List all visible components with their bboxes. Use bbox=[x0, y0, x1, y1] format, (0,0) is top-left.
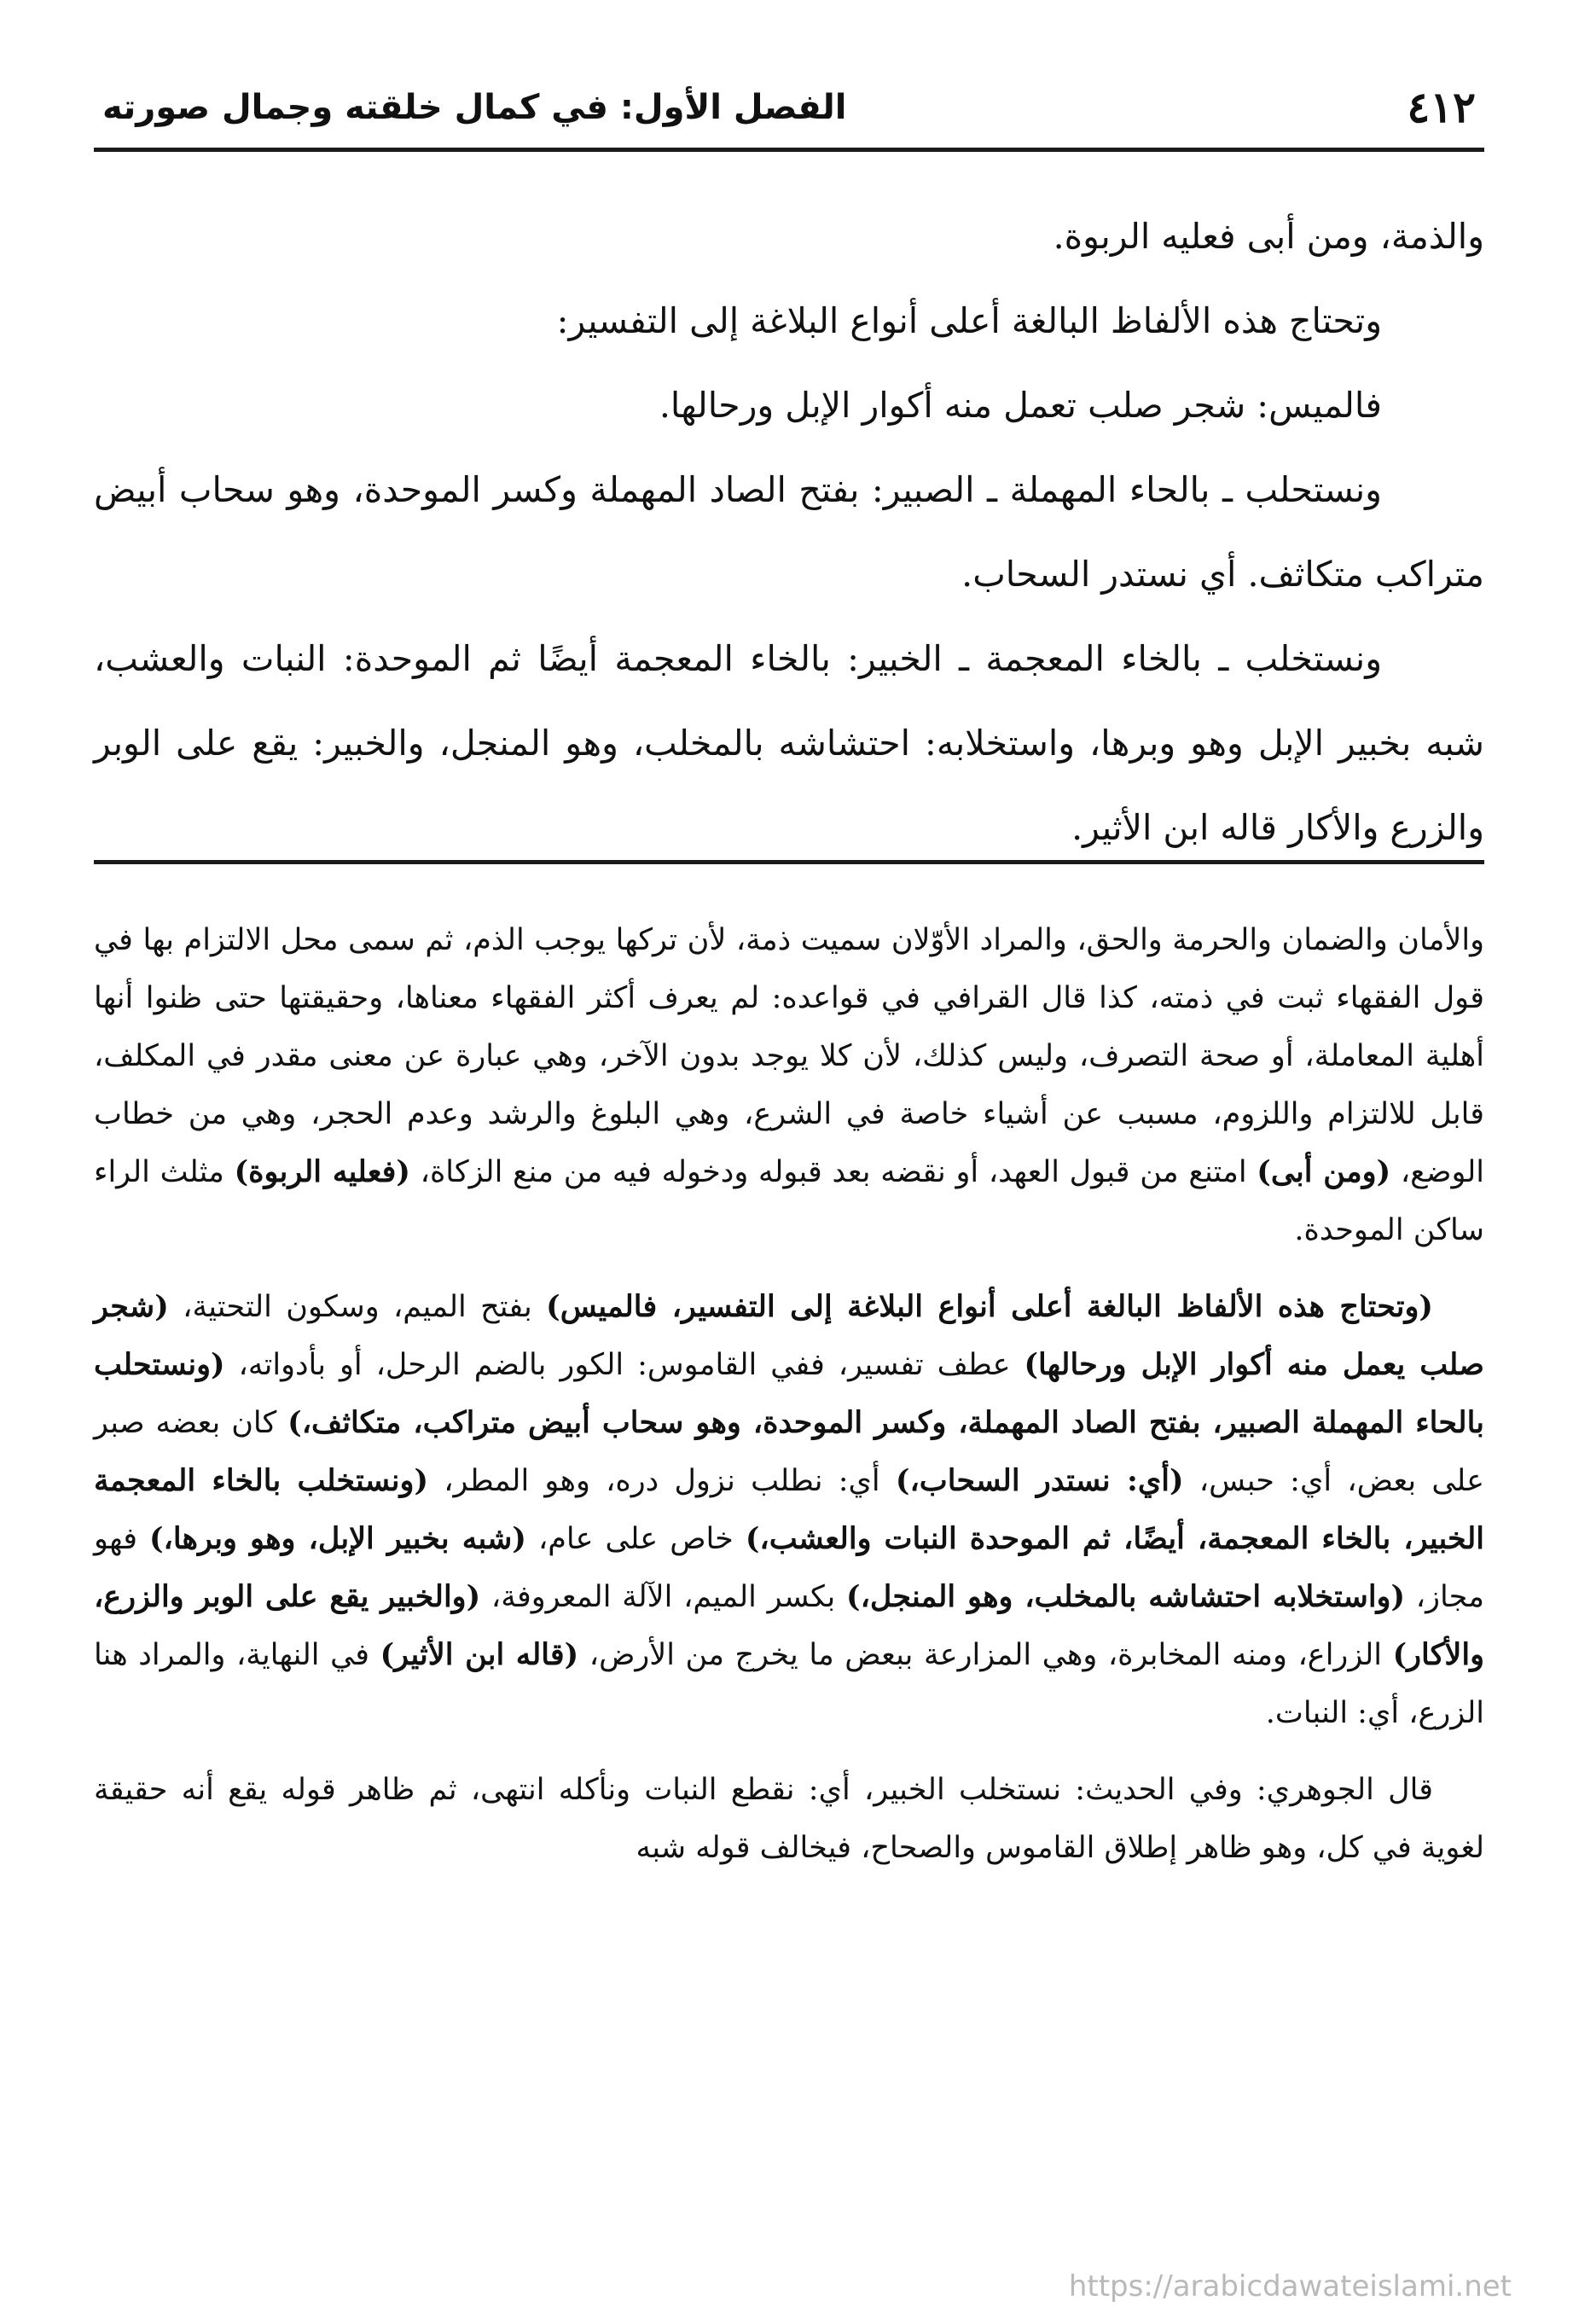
commentary-text-span: أي: نطلب نزول دره، وهو المطر، bbox=[428, 1464, 896, 1498]
commentary-text-span: في النهاية، والمراد هنا الزرع، أي: النبات. bbox=[94, 1638, 1484, 1730]
commentary-text-span: بفتح الميم، وسكون التحتية، bbox=[168, 1290, 547, 1324]
main-text bbox=[94, 195, 1484, 870]
quoted-phrase: (قاله ابن الأثير) bbox=[380, 1637, 579, 1672]
page-number: ٤١٢ bbox=[1407, 82, 1476, 132]
main-paragraph: ونستحلب ـ بالحاء المهملة ـ الصبير: بفتح الصاد المهملة وكسر الموحدة، وهو سحاب أبيض متراكب متكاثف. أي نستدر السحاب. bbox=[94, 469, 1484, 595]
commentary-paragraph bbox=[94, 1278, 1484, 1742]
quoted-phrase: (ونستخلب بالخاء المعجمة الخبير، بالخاء المعجمة، أيضًا، ثم الموحدة النبات والعشب،) bbox=[94, 1463, 1484, 1556]
commentary-paragraph bbox=[94, 911, 1484, 1259]
page-header bbox=[94, 67, 1484, 152]
main-paragraph: والذمة، ومن أبى فعليه الربوة. bbox=[1053, 216, 1484, 257]
book-page bbox=[94, 67, 1484, 2251]
commentary-paragraph: قال الجوهري: وفي الحديث: نستخلب الخبير، أي: نقطع النبات ونأكله انتهى، ثم ظاهر قوله يقع أنه حقيقة لغوية في كل، وهو ظاهر إطلاق القاموس والصحاح، فيخالف قوله شبه bbox=[94, 1773, 1484, 1865]
main-paragraph: وتحتاج هذه الألفاظ البالغة أعلى أنواع البلاغة إلى التفسير: bbox=[556, 300, 1382, 341]
quoted-phrase: (ونستحلب بالحاء المهملة الصبير، بفتح الصاد المهملة، وكسر الموحدة، وهو سحاب أبيض متراكب، متكاثف،) bbox=[94, 1347, 1485, 1440]
running-title: الفصل الأول: في كمال خلقته وجمال صورته bbox=[102, 87, 847, 127]
commentary-text-span: عطف تفسير، ففي القاموس: الكور بالضم الرحل، أو بأدواته، bbox=[224, 1348, 1024, 1382]
quoted-phrase: (واستخلابه احتشاشه بالمخلب، وهو المنجل،) bbox=[846, 1579, 1406, 1614]
commentary-text-span: الزراع، ومنه المخابرة، وهي المزارعة ببعض ما يخرج من الأرض، bbox=[578, 1638, 1393, 1672]
main-paragraph: فالميس: شجر صلب تعمل منه أكوار الإبل ورحالها. bbox=[659, 385, 1382, 426]
commentary-text-span: خاص على عام، bbox=[525, 1522, 746, 1556]
section-divider bbox=[94, 860, 1484, 864]
quoted-phrase: (أي: نستدر السحاب،) bbox=[895, 1463, 1184, 1498]
commentary-text-span: والأمان والضمان والحرمة والحق، والمراد الأوّلان سميت ذمة، لأن تركها يوجب الذم، ثم سمى محل الالتزام بها في قول الفقهاء ثبت في ذمته، كذا قال القرافي في قواعده: لم يعرف أكثر الفقهاء معناها، وحقيقتها حتى ظنوا أنها أهلية المعاملة، أو صحة التصرف، وليس كذلك، لأن كلا يوجد بدون الآخر، وهي عبارة عن معنى مقدر في المكلف، قابل للالتزام واللزوم، مسبب عن أشياء خاصة في الشرع، وهي البلوغ والرشد وعدم الحجر، وهي من خطاب الوضع، bbox=[94, 923, 1484, 1189]
commentary-text-span: بكسر الميم، الآلة المعروفة، bbox=[480, 1580, 847, 1614]
commentary-text-span: مثلث الراء ساكن الموحدة. bbox=[94, 1155, 1484, 1247]
commentary-text-span: امتنع من قبول العهد، أو نقضه بعد قبوله ودخوله فيه من منع الزكاة، bbox=[409, 1155, 1257, 1189]
quoted-phrase: (والخبير يقع على الوبر والزرع، والأكار) bbox=[94, 1579, 1484, 1672]
quoted-phrase: (شجر صلب يعمل منه أكوار الإبل ورحالها) bbox=[94, 1289, 1484, 1382]
quoted-phrase: (شبه بخبير الإبل، وهو وبرها،) bbox=[148, 1521, 526, 1556]
watermark: https://arabicdawateislami.net bbox=[1068, 2269, 1512, 2304]
quoted-phrase: (ومن أبى) bbox=[1257, 1154, 1391, 1189]
commentary-text-span: كان بعضه صبر على بعض، أي: حبس، bbox=[94, 1406, 1484, 1498]
commentary-text-span: فهو مجاز، bbox=[94, 1522, 1485, 1614]
quoted-phrase: (فعليه الربوة) bbox=[234, 1154, 410, 1189]
main-paragraph: ونستخلب ـ بالخاء المعجمة ـ الخبير: بالخاء المعجمة أيضًا ثم الموحدة: النبات والعشب، شبه بخبير الإبل وهو وبرها، واستخلابه: احتشاشه بالمخلب، وهو المنجل، والخبير: يقع على الوبر والزرع والأكار قاله ابن الأثير. bbox=[94, 638, 1485, 848]
quoted-phrase: (وتحتاج هذه الألفاظ البالغة أعلى أنواع البلاغة إلى التفسير، فالميس) bbox=[546, 1289, 1433, 1324]
commentary-text bbox=[94, 911, 1484, 1896]
